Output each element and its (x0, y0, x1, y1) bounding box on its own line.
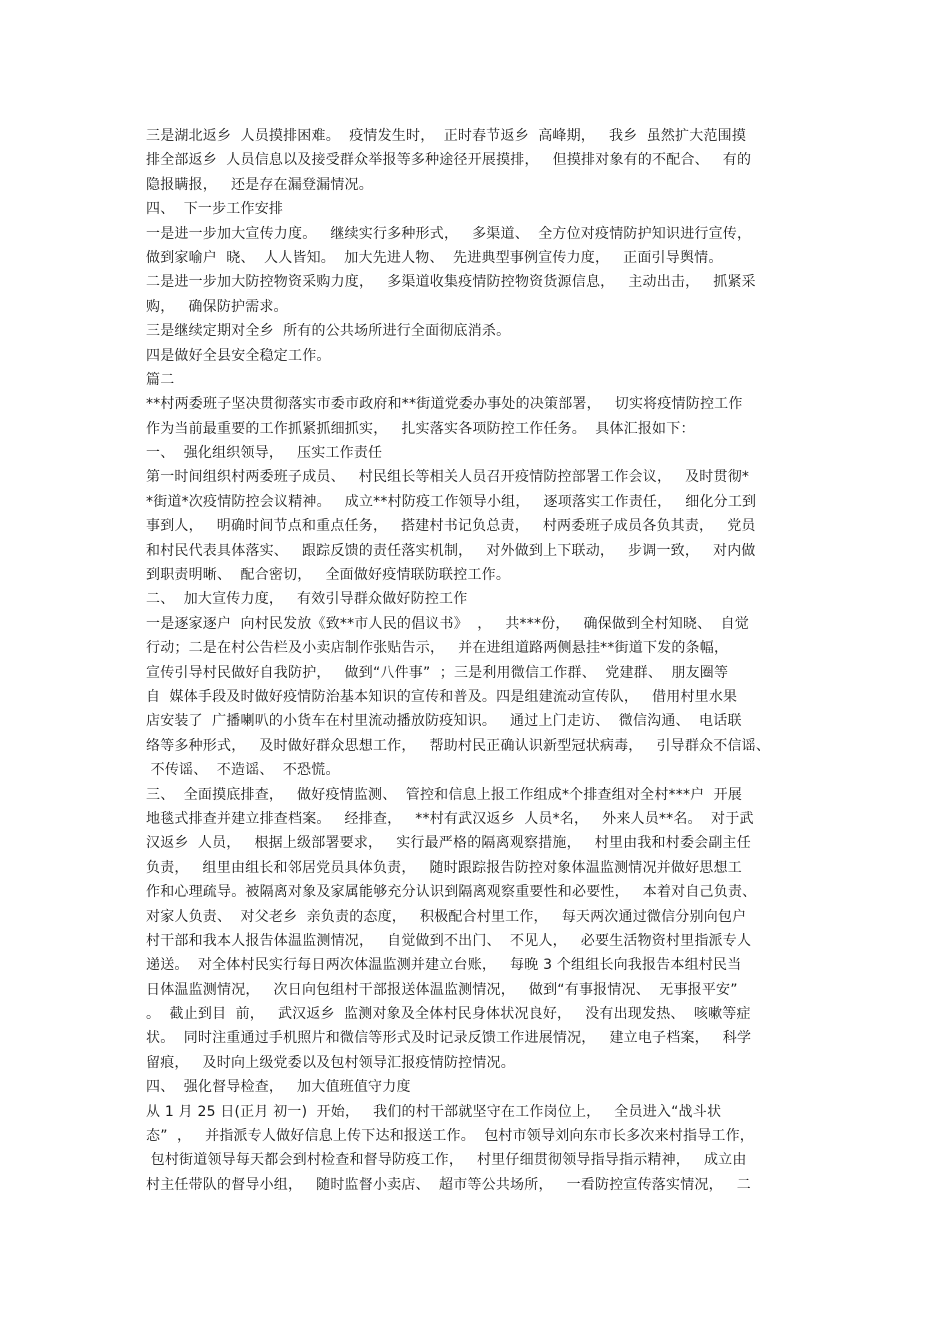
text-line: 篇二 (146, 371, 175, 388)
text-line: 对家人负责、 对父老乡 亲负责的态度， 积极配合村里工作， 每天两次通过微信分别向包户 (146, 908, 747, 925)
text-line: 到职责明晰、 配合密切， 全面做好疫情联防联控工作。 (146, 567, 511, 584)
text-line: 一是进一步加大宣传力度。 继续实行多种形式， 多渠道、 全方位对疫情防护知识进行宣传， (146, 225, 752, 242)
text-line: 村主任带队的督导小组， 随时监督小卖店、 超市等公共场所， 一看防控宣传落实情况， 二 (146, 1176, 751, 1193)
text-line: 一、 强化组织领导， 压实工作责任 (146, 445, 383, 462)
text-line: 三是湖北返乡 人员摸排困难。 疫情发生时， 正时春节返乡 高峰期， 我乡 虽然扩大范围摸 (146, 128, 747, 144)
text-line: 络等多种形式， 及时做好群众思想工作， 帮助村民正确认识新型冠状病毒， 引导群众不信谣、 (146, 737, 771, 754)
text-line: 村干部和我本人报告体温监测情况， 自觉做到不出门、 不见人， 必要生活物资村里指派专人 (146, 932, 752, 949)
text-line: 从 1 月 25 日(正月 初一) 开始， 我们的村干部就坚守在工作岗位上， 全员进入“战斗状 (146, 1103, 722, 1120)
text-line: 递送。 对全体村民实行每日两次体温监测并建立台账， 每晚 3 个组组长向我报告本组村民当 (146, 957, 742, 974)
text-line: 留痕， 及时向上级党委以及包村领导汇报疫情防控情况。 (146, 1054, 515, 1071)
text-line: 汉返乡 人员， 根据上级部署要求， 实行最严格的隔离观察措施， 村里由我和村委会副主任 (146, 835, 751, 852)
text-line: 店安装了 广播喇叭的小货车在村里流动播放防疫知识。 通过上门走访、 微信沟通、 电话联 (146, 713, 742, 730)
text-line: 和村民代表具体落实、 跟踪反馈的责任落实机制， 对外做到上下联动， 步调一致， 对内做 (146, 542, 756, 559)
text-line: 态” ， 并指派专人做好信息上传下达和报送工作。 包村市领导刘向东市长多次来村指导工作， (146, 1128, 755, 1145)
text-line: 三是继续定期对全乡 所有的公共场所进行全面彻底消杀。 (146, 323, 511, 340)
text-line: 自 媒体手段及时做好疫情防治基本知识的宣传和普及。四是组建流动宣传队， 借用村里水果 (146, 688, 738, 705)
text-line: 作和心理疏导。被隔离对象及家属能够充分认识到隔离观察重要性和必要性， 本着对自己负责、 (146, 884, 757, 901)
text-line: 排全部返乡 人员信息以及接受群众举报等多种途径开展摸排， 但摸排对象有的不配合、 有的 (146, 152, 752, 169)
text-line: 四、 下一步工作安排 (146, 201, 284, 218)
text-line: 行动；二是在村公告栏及小卖店制作张贴告示， 并在进组道路两侧悬挂**街道下发的条幅， (146, 640, 729, 657)
text-line: 四、 强化督导检查， 加大值班值守力度 (146, 1079, 411, 1096)
text-line: 状。 同时注重通过手机照片和微信等形式及时记录反馈工作进展情况， 建立电子档案， 科学 (146, 1030, 752, 1047)
text-line: 第一时间组织村两委班子成员、 村民组长等相关人员召开疫情防控部署工作会议， 及时贯彻* (146, 469, 750, 486)
text-line: 宣传引导村民做好自我防护， 做到“八件事” ；三是利用微信工作群、 党建群、 朋友圈等 (146, 664, 729, 681)
text-line: 一是逐家逐户 向村民发放《致**市人民的倡议书》 ， 共***份， 确保做到全村知晓、 自觉 (146, 615, 749, 632)
text-line: 不传谣、 不造谣、 不恐慌。 (146, 762, 340, 779)
document-body (146, 124, 816, 1197)
text-line: 四是做好全县安全稳定工作。 (146, 347, 331, 364)
text-line: 作为当前最重要的工作抓紧抓细抓实， 扎实落实各项防控工作任务。 具体汇报如下： (146, 420, 695, 437)
text-line: 包村街道领导每天都会到村检查和督导防疫工作， 村里仔细贯彻领导指导指示精神， 成立由 (146, 1152, 747, 1169)
text-line: 地毯式排查并建立排查档案。 经排查， **村有武汉返乡 人员*名， 外来人员**名。 对于武 (146, 810, 754, 827)
text-line: 隐报瞒报， 还是存在漏登漏情况。 (146, 176, 373, 193)
text-line: 做到家喻户 晓、 人人皆知。 加大先进人物、 先进典型事例宣传力度， 正面引导舆情。 (146, 249, 723, 266)
text-line: 日体温监测情况， 次日向包组村干部报送体温监测情况， 做到“有事报情况、 无事报平安” (146, 981, 738, 998)
text-line: 购， 确保防护需求。 (146, 298, 288, 315)
text-line: 。 截止到目 前， 武汉返乡 监测对象及全体村民身体状况良好， 没有出现发热、 咳嗽等症 (146, 1006, 751, 1023)
text-line: *街道*次疫情防控会议精神。 成立**村防疫工作领导小组， 逐项落实工作责任， 细化分工到 (146, 493, 757, 510)
text-line: **村两委班子坚决贯彻落实市委市政府和**街道党委办事处的决策部署， 切实将疫情防控工作 (146, 396, 743, 413)
text-line: 二是进一步加大防控物资采购力度， 多渠道收集疫情防控物资货源信息， 主动出击， 抓紧采 (146, 274, 756, 291)
text-line: 负责， 组里由组长和邻居党员具体负责， 随时跟踪报告防控对象体温监测情况并做好思想工 (146, 859, 742, 876)
text-line: 三、 全面摸底排查， 做好疫情监测、 管控和信息上报工作组成*个排查组对全村***户 开展 (146, 786, 743, 803)
text-line: 二、 加大宣传力度， 有效引导群众做好防控工作 (146, 591, 468, 608)
text-line: 事到人， 明确时间节点和重点任务， 搭建村书记负总责， 村两委班子成员各负其责， 党员 (146, 518, 756, 535)
